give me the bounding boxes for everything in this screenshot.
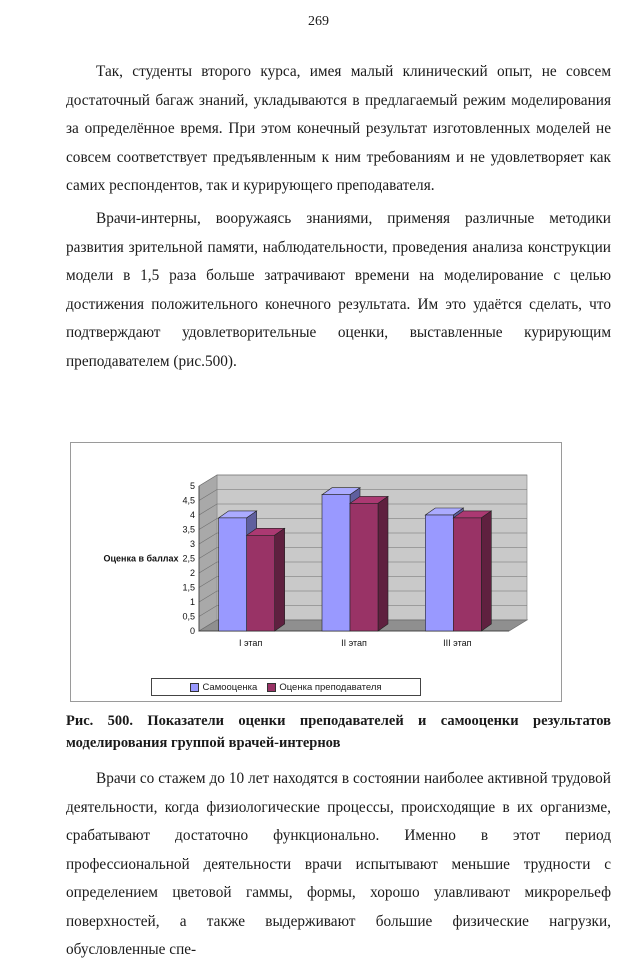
y-tick-label: 4: [189, 510, 195, 520]
legend-item: [267, 682, 381, 693]
y-tick-label: 5: [189, 481, 195, 491]
y-tick-label: 4,5: [182, 495, 195, 506]
y-axis-label: Оценка в баллах: [103, 553, 179, 564]
bar: [425, 515, 453, 631]
figure-caption: Рис. 500. Показатели оценки преподавателей и самооценки результатов моделирования группой врачей-интернов: [66, 713, 611, 751]
legend-swatch: [190, 683, 199, 692]
bar-side: [378, 496, 388, 631]
bar-side: [275, 528, 285, 631]
legend-label: Оценка преподавателя: [279, 681, 382, 693]
y-tick-label: 3,5: [182, 524, 195, 535]
bar: [350, 503, 378, 631]
x-tick-label: II этап: [341, 638, 367, 648]
y-tick-label: 1,5: [182, 582, 195, 593]
bar: [219, 518, 247, 631]
paragraph-2-text: Врачи-интерны, вооружаясь знаниями, применяя различные методики развития зрительной памяти, наблюдательности, проведения анализа конструкции модели в 1,5 раза больше затрачивают времени на моделирование с целью достижения положительного конечного результата. Им это удаётся сделать, что подтверждают удовлетворительные оценки, выставленные курирующим преподавателем (рис.500).: [66, 210, 611, 370]
paragraph-3: [66, 765, 611, 965]
legend-label: Самооценка: [202, 681, 258, 693]
chart-svg: [71, 443, 561, 701]
paragraph-1-text: Так, студенты второго курса, имея малый клинический опыт, не совсем достаточный багаж знаний, укладываются в предлагаемый режим моделирования за определённое время. При этом конечный результат изготовленных моделей не совсем соответствует предъявленным к ним требованиям и не удовлетворяет как самих респондентов, так и курирующего преподавателя.: [66, 63, 611, 194]
y-tick-label: 0: [189, 626, 195, 636]
x-tick-label: I этап: [239, 638, 263, 648]
bar-side: [481, 511, 491, 631]
bar: [453, 518, 481, 631]
y-tick-label: 2: [189, 568, 195, 578]
paragraph-3-text: Врачи со стажем до 10 лет находятся в состоянии наиболее активной трудовой деятельности, когда физиологические процессы, происходящие в их организме, срабатывают достаточно функционально. Именно в этот период профессиональной деятельности врачи испытывают меньшие трудности с определением цветовой гаммы, формы, хорошо улавливают микрорельеф поверхностей, а также выдерживают большие физические нагрузки, обусловленные спе-: [66, 770, 611, 958]
page-number: 269: [308, 14, 329, 29]
chart-legend: [151, 678, 421, 696]
y-tick-label: 0,5: [182, 611, 195, 622]
legend-swatch: [267, 683, 276, 692]
x-tick-label: III этап: [443, 638, 472, 648]
legend-item: [190, 682, 257, 693]
bar: [322, 495, 350, 631]
bar-chart: [70, 442, 562, 702]
paragraph-1: [66, 58, 611, 201]
paragraph-2: [66, 205, 611, 376]
y-tick-label: 1: [189, 597, 195, 607]
y-tick-label: 3: [189, 539, 195, 549]
y-tick-label: 2,5: [182, 553, 195, 564]
bar: [247, 535, 275, 631]
